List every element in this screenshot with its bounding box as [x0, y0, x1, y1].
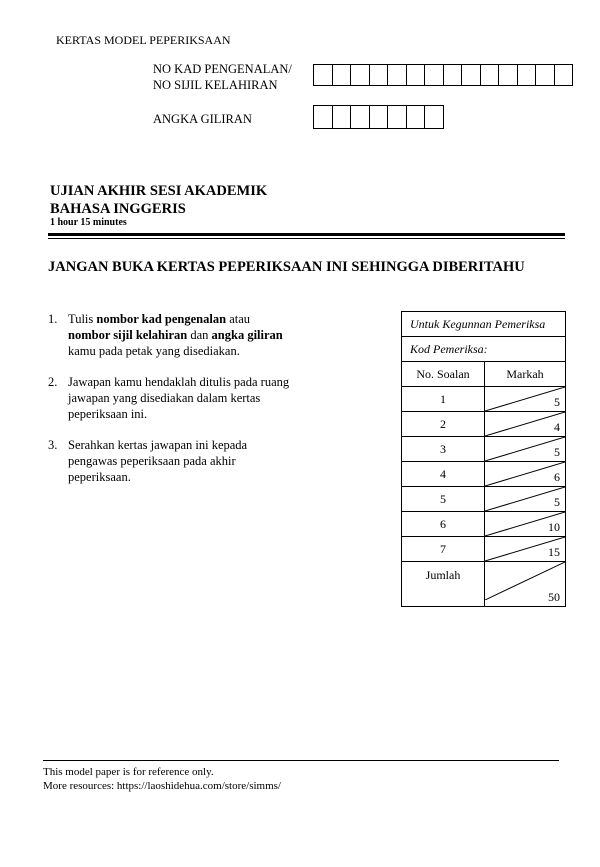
question-number: 3 — [402, 437, 485, 462]
mark-row — [402, 412, 566, 437]
ic-box[interactable] — [554, 64, 574, 86]
ic-label-line2: NO SIJIL KELAHIRAN — [153, 78, 278, 92]
instruction-item — [48, 374, 338, 422]
footer-resources: More resources: https://laoshidehua.com/store/simms/ — [43, 780, 281, 792]
total-mark-cell[interactable] — [485, 562, 566, 607]
total-label: Jumlah — [402, 562, 485, 607]
footer-divider — [43, 760, 559, 761]
instruction-emphasis: angka giliran — [211, 328, 283, 342]
instruction-text: Jawapan kamu hendaklah ditulis pada ruang jawapan yang disediakan dalam kertas peperiksaan ini. — [68, 375, 290, 421]
mark-cell[interactable] — [485, 537, 566, 562]
index-box[interactable] — [332, 105, 352, 129]
max-mark: 15 — [548, 545, 560, 559]
mark-cell[interactable] — [485, 462, 566, 487]
instruction-text: Tulis — [68, 312, 97, 326]
divider-thin — [48, 238, 565, 239]
ic-label-line1: NO KAD PENGENALAN/ — [153, 62, 292, 76]
index-box[interactable] — [369, 105, 389, 129]
max-mark: 5 — [554, 495, 560, 509]
max-mark: 10 — [548, 520, 560, 534]
question-number: 4 — [402, 462, 485, 487]
footer-note: This model paper is for reference only. — [43, 766, 214, 778]
instructions — [48, 311, 338, 500]
instruction-number: 3. — [48, 438, 58, 452]
examiner-code-field[interactable]: Kod Pemeriksa: — [402, 337, 566, 362]
footer — [43, 765, 281, 793]
paper-type-label: KERTAS MODEL PEPERIKSAAN — [56, 33, 231, 47]
divider-thick — [48, 233, 565, 236]
ic-box[interactable] — [332, 64, 352, 86]
instruction-emphasis: nombor sijil kelahiran — [68, 328, 188, 342]
ic-number-label — [153, 61, 292, 93]
total-max-mark: 50 — [548, 590, 560, 604]
ic-box[interactable] — [313, 64, 333, 86]
question-number: 1 — [402, 387, 485, 412]
index-box[interactable] — [313, 105, 333, 129]
marks-column-header: Markah — [485, 362, 566, 387]
instruction-text: Serahkan kertas jawapan ini kepada pengawas peperiksaan pada akhir peperiksaan. — [68, 438, 248, 484]
diagonal-divider — [485, 412, 565, 436]
mark-cell[interactable] — [485, 512, 566, 537]
ic-box[interactable] — [350, 64, 370, 86]
mark-row — [402, 437, 566, 462]
max-mark: 5 — [554, 445, 560, 459]
index-box[interactable] — [406, 105, 426, 129]
instruction-text: dan — [187, 328, 212, 342]
mark-cell[interactable] — [485, 412, 566, 437]
mark-cell[interactable] — [485, 387, 566, 412]
max-mark: 5 — [554, 395, 560, 409]
question-number: 2 — [402, 412, 485, 437]
ic-box[interactable] — [443, 64, 463, 86]
mark-cell[interactable] — [485, 437, 566, 462]
index-number-boxes[interactable] — [313, 105, 444, 129]
diagonal-divider — [485, 462, 565, 486]
examiner-use-header: Untuk Kegunnan Pemeriksa — [402, 312, 566, 337]
index-box[interactable] — [387, 105, 407, 129]
max-mark: 6 — [554, 470, 560, 484]
index-box[interactable] — [424, 105, 444, 129]
ic-box[interactable] — [387, 64, 407, 86]
mark-cell[interactable] — [485, 487, 566, 512]
question-number: 5 — [402, 487, 485, 512]
instruction-text: kamu pada petak yang disediakan. — [68, 344, 240, 358]
index-number-label: ANGKA GILIRAN — [153, 112, 252, 126]
instruction-text: atau — [226, 312, 251, 326]
mark-row — [402, 512, 566, 537]
diagonal-divider — [485, 487, 565, 511]
instruction-item — [48, 437, 338, 485]
examiner-table — [401, 311, 566, 607]
warning-heading: JANGAN BUKA KERTAS PEPERIKSAAN INI SEHINGGA DIBERITAHU — [48, 259, 525, 275]
diagonal-divider — [485, 437, 565, 461]
mark-row — [402, 487, 566, 512]
ic-box[interactable] — [517, 64, 537, 86]
mark-row — [402, 537, 566, 562]
ic-box[interactable] — [406, 64, 426, 86]
exam-title: UJIAN AKHIR SESI AKADEMIK — [50, 183, 268, 199]
max-mark: 4 — [554, 420, 560, 434]
ic-box[interactable] — [369, 64, 389, 86]
diagonal-divider — [485, 387, 565, 411]
instruction-number: 2. — [48, 375, 58, 389]
index-box[interactable] — [350, 105, 370, 129]
question-number: 6 — [402, 512, 485, 537]
question-number: 7 — [402, 537, 485, 562]
ic-box[interactable] — [424, 64, 444, 86]
ic-box[interactable] — [535, 64, 555, 86]
instruction-emphasis: nombor kad pengenalan — [96, 312, 227, 326]
subject-title: BAHASA INGGERIS — [50, 201, 186, 217]
ic-number-boxes[interactable] — [313, 64, 573, 86]
ic-box[interactable] — [461, 64, 481, 86]
ic-box[interactable] — [498, 64, 518, 86]
ic-box[interactable] — [480, 64, 500, 86]
instruction-item — [48, 311, 338, 359]
mark-row — [402, 387, 566, 412]
instruction-number: 1. — [48, 312, 58, 326]
mark-row — [402, 462, 566, 487]
question-column-header: No. Soalan — [402, 362, 485, 387]
exam-duration: 1 hour 15 minutes — [50, 217, 127, 228]
